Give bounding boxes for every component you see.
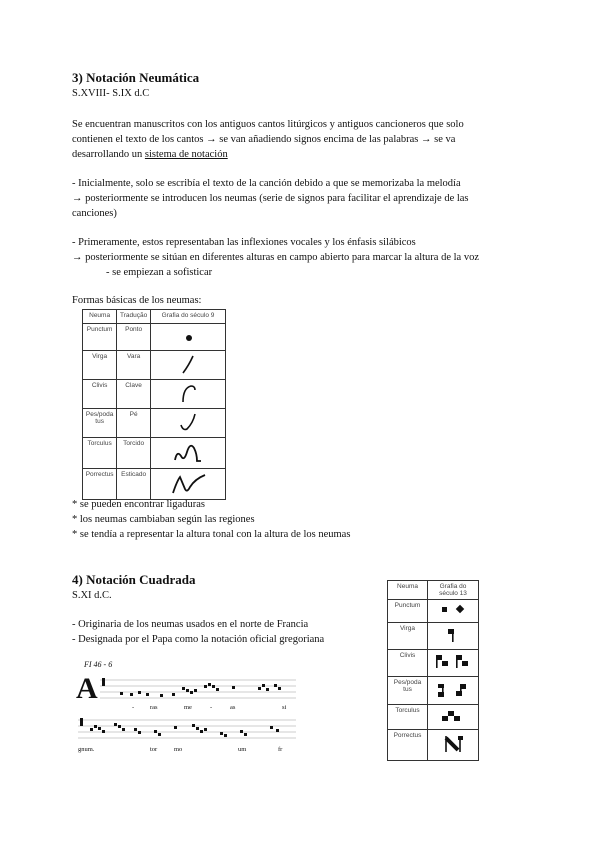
neuma-translation: Torcido [117, 438, 151, 469]
table-header: Tradução [117, 310, 151, 324]
section3-bullet2 [72, 235, 479, 280]
note-line: * se tendía a representar la altura tonal con la altura de los neumas [72, 529, 351, 540]
section3-paragraph [72, 117, 464, 162]
table-row [83, 469, 226, 500]
pes-neume-icon [151, 409, 226, 438]
score-label: FI 46 - 6 [84, 660, 113, 669]
bullet-subline: - se empiezan a sofisticar [106, 267, 213, 278]
table-row [83, 380, 226, 409]
section3-title: 3) Notación Neumática [72, 70, 200, 85]
lyric-syllable: ras [150, 704, 158, 711]
table-row [388, 623, 479, 650]
square-porrectus-icon [428, 730, 479, 761]
neuma-name: Clivis [388, 650, 428, 677]
lyric-syllable: si [282, 704, 287, 711]
bullet-line: - Primeramente, estos representaban las inflexiones vocales y los énfasis silábicos [72, 237, 416, 248]
clivis-neume-icon [151, 380, 226, 409]
paragraph-line [72, 147, 464, 162]
square-punctum-icon [428, 600, 479, 623]
table-header: Grafia do século 13 [428, 581, 479, 600]
section3-notes [72, 497, 350, 542]
table-header: Neuma [388, 581, 428, 600]
lyric-syllable: fr [278, 746, 283, 753]
table-row [388, 600, 479, 623]
neuma-name: Pes/poda tus [83, 409, 117, 438]
lyric-syllable: gnum. [78, 746, 95, 753]
lyric-syllable: mo [174, 746, 183, 753]
lyric-syllable: tor [150, 746, 158, 753]
table-row [83, 409, 226, 438]
notation-system-link[interactable]: sistema de notación [144, 149, 228, 160]
section4-title: 4) Notación Cuadrada [72, 572, 196, 587]
table-row [83, 351, 226, 380]
neuma-name: Torculus [388, 705, 428, 730]
virga-neume-icon [151, 351, 226, 380]
neuma-translation: Vara [117, 351, 151, 380]
neuma-name: Virga [388, 623, 428, 650]
note-line: * se pueden encontrar ligaduras [72, 499, 205, 510]
neuma-name: Pes/poda tus [388, 677, 428, 705]
neuma-translation: Pé [117, 409, 151, 438]
neuma-name: Porrectus [83, 469, 117, 500]
neuma-translation: Esticado [117, 469, 151, 500]
neuma-name: Punctum [83, 324, 117, 351]
table-row [388, 730, 479, 761]
bullet-line: → posteriormente se introducen los neumas (serie de signos para facilitar el aprendizaje de las [72, 193, 469, 204]
square-virga-icon [428, 623, 479, 650]
gregorian-score [72, 660, 302, 760]
section4-period: S.XI d.C. [72, 590, 112, 601]
lyric-syllable: - [132, 704, 135, 711]
neuma-name: Virga [83, 351, 117, 380]
bullet-line: - Designada por el Papa como la notación oficial gregoriana [72, 634, 325, 645]
forms-label: Formas básicas de los neumas: [72, 295, 202, 306]
paragraph-line: contienen el texto de los cantos → se van añadiendo signos encima de las palabras → se va [72, 134, 456, 145]
table-header: Grafia do século 9 [151, 310, 226, 324]
table-row [388, 677, 479, 705]
score-initial: A [76, 672, 98, 705]
table-row [388, 650, 479, 677]
neuma-translation: Clave [117, 380, 151, 409]
neuma-name: Punctum [388, 600, 428, 623]
table-row [388, 705, 479, 730]
section4-bullets [72, 617, 324, 647]
score-staff-line1 [100, 674, 300, 704]
lyric-syllable: - [210, 704, 213, 711]
neuma-name: Torculus [83, 438, 117, 469]
neuma-translation: Ponto [117, 324, 151, 351]
square-neume-table [387, 580, 479, 761]
neuma-name: Porrectus [388, 730, 428, 761]
torculus-neume-icon [151, 438, 226, 469]
section3-bullet1 [72, 176, 469, 221]
table-row [83, 438, 226, 469]
paragraph-text: desarrollando un [72, 149, 145, 160]
table-header: Neuma [83, 310, 117, 324]
bullet-line: - Inicialmente, solo se escribía el texto de la canción debido a que se memorizaba la melodía [72, 178, 461, 189]
table-row [83, 324, 226, 351]
bullet-line: → posteriormente se sitúan en diferentes alturas en campo abierto para marcar la altura de la voz [72, 252, 479, 263]
lyric-syllable: me [184, 704, 192, 711]
neuma-name: Clivis [83, 380, 117, 409]
section3-period: S.XVIII- S.IX d.C [72, 88, 150, 99]
paragraph-line: Se encuentran manuscritos con los antiguos cantos litúrgicos y antiguos cancioneros que solo [72, 119, 464, 130]
lyric-syllable: as [230, 704, 236, 711]
square-torculus-icon [428, 705, 479, 730]
neume-table [82, 309, 226, 500]
punctum-neume-icon [151, 324, 226, 351]
bullet-line: - Originaria de los neumas usados en el norte de Francia [72, 619, 309, 630]
lyric-syllable: um [238, 746, 247, 753]
score-staff-line2 [78, 714, 300, 744]
bullet-line: canciones) [72, 208, 117, 219]
porrectus-neume-icon [151, 469, 226, 500]
square-clivis-icon [428, 650, 479, 677]
square-pes-icon [428, 677, 479, 705]
note-line: * los neumas cambiaban según las regiones [72, 514, 255, 525]
